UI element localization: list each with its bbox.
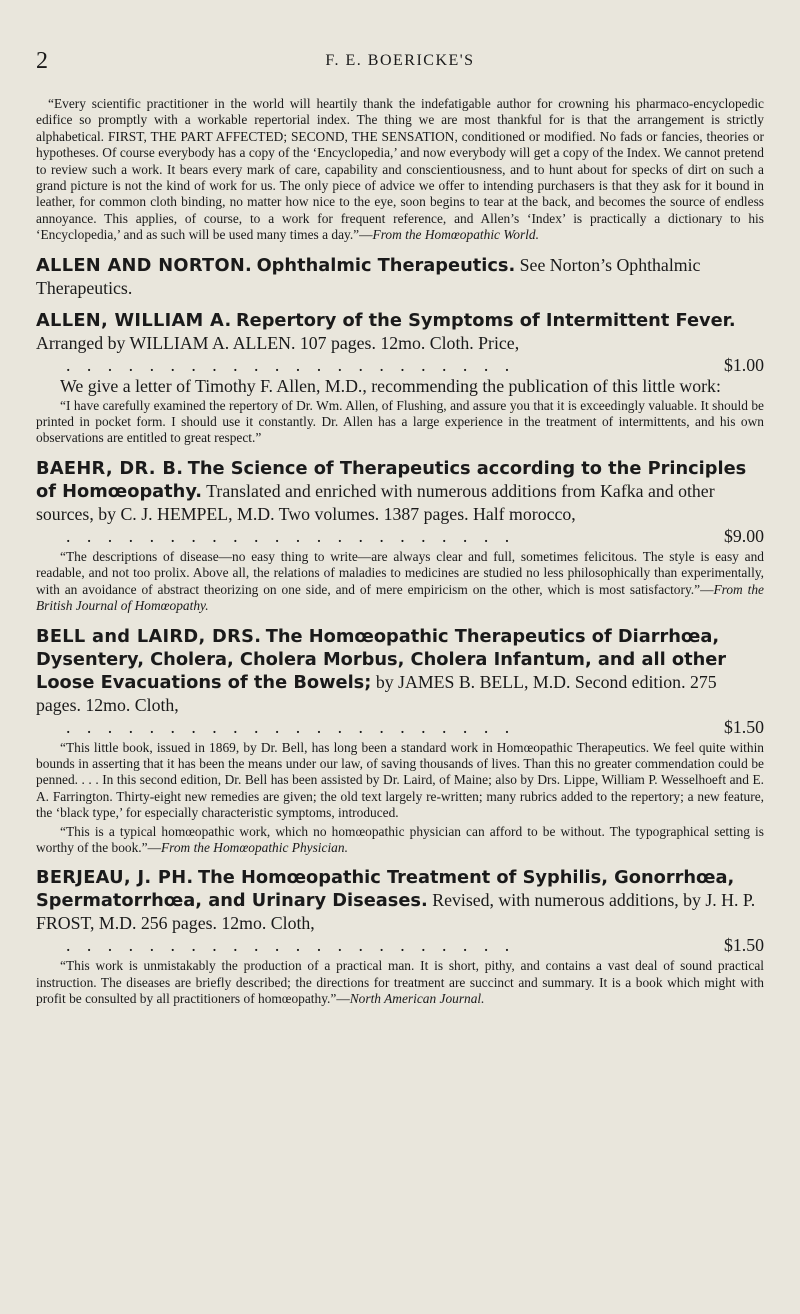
quote-text: “This work is unmistakably the production of a practical man. It is short, pithy, and contains a vast deal of sound practical instruction. The diseases are briefly described; the directions for treatment are succinct and summary. It is a book which might with profit be consulted by all practitioners of homœopathy.”— <box>36 958 764 1007</box>
price-row <box>36 525 764 547</box>
entry-author: ALLEN, WILLIAM A. <box>36 309 232 331</box>
entry-author: BAEHR, DR. B. <box>36 457 184 479</box>
running-head: F. E. BOERICKE'S <box>325 52 475 69</box>
page-header <box>36 48 764 78</box>
entry-title: Repertory of the Symptoms of Intermittent Fever. <box>235 309 736 331</box>
entry-details: Revised, with numerous additions, by J. H. P. FROST, M.D. 256 pages. 12mo. Cloth, <box>36 890 756 934</box>
entry-author: BERJEAU, J. PH. <box>36 867 194 889</box>
catalog-entry <box>36 625 764 857</box>
entry-review-quote <box>36 958 764 1007</box>
entry-details: by JAMES B. BELL, M.D. Second edition. 275 pages. 12mo. Cloth, <box>36 671 717 715</box>
quote-text: “Every scientific practitioner in the world will heartily thank the indefatigable author for crowning his pharmaco-encyclopedic edifice so promptly with a workable repertorial index. The thing we are most thankful for is that the arrangement is strictly alphabetical. FIRST, THE PART AFFECTED; SECOND, THE SENSATION, conditioned or modified. No fads or fancies, theories or hypotheses. Of course everybody has a copy of the ‘Encyclopedia,’ and now everybody will get a copy of the Index. We cannot pretend to review such a work. It bears every mark of care, capability and conscientiousness, and to hunt about for specks of dirt on such a grand picture is not the kind of work for us. The only piece of advice we offer to intending purchasers is that they ask for it bound in leather, for common cloth binding, no matter how nice to the eye, soon begins to tear at the back, and becomes the source of endless annoyance. This applies, of course, to a work for frequent reference, and Allen’s ‘Index’ is practically a dictionary to his ‘Encyclopedia,’ and as such will be used many times a day.”— <box>36 96 764 243</box>
entry-intro: We give a letter of Timothy F. Allen, M.D., recommending the publication of this little work: <box>60 375 721 396</box>
entry-price: $1.00 <box>723 354 764 375</box>
quote-source: From the British Journal of Homœopathy. <box>36 581 764 614</box>
page-content <box>36 96 764 1008</box>
catalog-entry <box>36 866 764 1007</box>
entry-author: BELL and LAIRD, DRS. <box>36 625 262 647</box>
entry-review-quote <box>36 549 764 615</box>
entry-review-quote-2 <box>36 824 764 857</box>
entry-price: $1.50 <box>723 935 764 956</box>
entry-title: The Homœopathic Treatment of Syphilis, Gonorrhœa, Spermatorrhœa, and Urinary Diseases. <box>36 867 735 912</box>
entry-price: $9.00 <box>723 525 764 546</box>
leader-dots: . . . . . . . . . . . . . . . . . . . . . . <box>66 935 516 956</box>
leader-dots: . . . . . . . . . . . . . . . . . . . . . . <box>66 716 516 737</box>
quote-text: “This is a typical homœopathic work, which no homœopathic physician can afford to be without. The typographical setting is worthy of the book.”— <box>36 823 764 855</box>
price-row <box>36 354 764 376</box>
entry-title: Ophthalmic Therapeutics. <box>256 254 516 276</box>
entry-details: Translated and enriched with numerous additions from Kafka and other sources, by C. J. HEMPEL, M.D. Two volumes. 1387 pages. Half morocco, <box>36 480 715 524</box>
entry-review-quote: “I have carefully examined the repertory of Dr. Wm. Allen, of Flushing, and assure you that it is exceedingly valuable. It should be printed in pocket form. I should use it constantly. Dr. Allen has a large experience in the treatment of intermittents, and his own observations are entitled to great respect.” <box>36 397 764 446</box>
entry-price: $1.50 <box>723 716 764 737</box>
leader-dots: . . . . . . . . . . . . . . . . . . . . . . <box>66 525 516 546</box>
entry-details: Arranged by WILLIAM A. ALLEN. 107 pages. 12mo. Cloth. Price, <box>36 332 520 353</box>
catalog-entry <box>36 309 764 447</box>
entry-review-quote: “This little book, issued in 1869, by Dr. Bell, has long been a standard work in Homœopathic Therapeutics. We feel quite within bounds in asserting that it has been the means under our law, of saving thousands of lives. Than this no greater commendation could be penned. . . . In this second edition, Dr. Bell has been assisted by Dr. Laird, of Maine; also by Drs. Lippe, William P. Wesselhoeft and E. A. Farrington. Thirty-eight new remedies are given; the old text largely re-written; many rubrics added to the repertory; a new feature, the ‘black type,’ for especially characteristic symptoms, introduced. <box>36 739 764 821</box>
entry-title: The Homœopathic Therapeutics of Diarrhœa, Dysentery, Cholera, Cholera Morbus, Cholera Infantum, and all other Loose Evacuations of the Bowels; <box>36 625 727 693</box>
catalog-entry <box>36 254 764 299</box>
entry-title: The Science of Therapeutics according to the Principles of Homœopathy. <box>36 457 747 502</box>
quote-source: North American Journal. <box>349 991 485 1007</box>
price-row <box>36 934 764 956</box>
page-number: 2 <box>36 48 48 74</box>
leader-dots: . . . . . . . . . . . . . . . . . . . . . . <box>66 354 516 375</box>
quote-source: From the Homœopathic Physician. <box>160 839 348 855</box>
entry-note: See Norton’s Ophthalmic Therapeutics. <box>36 254 701 298</box>
price-row <box>36 716 764 738</box>
entry-author: ALLEN AND NORTON. <box>36 254 253 276</box>
quote-text: “The descriptions of disease—no easy thing to write—are always clear and full, sometimes felicitous. The style is easy and readable, and not too prolix. Above all, the relations of maladies to medicines are studied no less philosophically than experimentally, with an avoidance of abstract theorizing on one side, and of mere empiricism on the other, which is most satisfactory.”— <box>36 548 764 597</box>
opening-review-quote <box>36 96 764 244</box>
quote-source: From the Homœopathic World. <box>372 227 539 243</box>
catalog-entry <box>36 457 764 615</box>
